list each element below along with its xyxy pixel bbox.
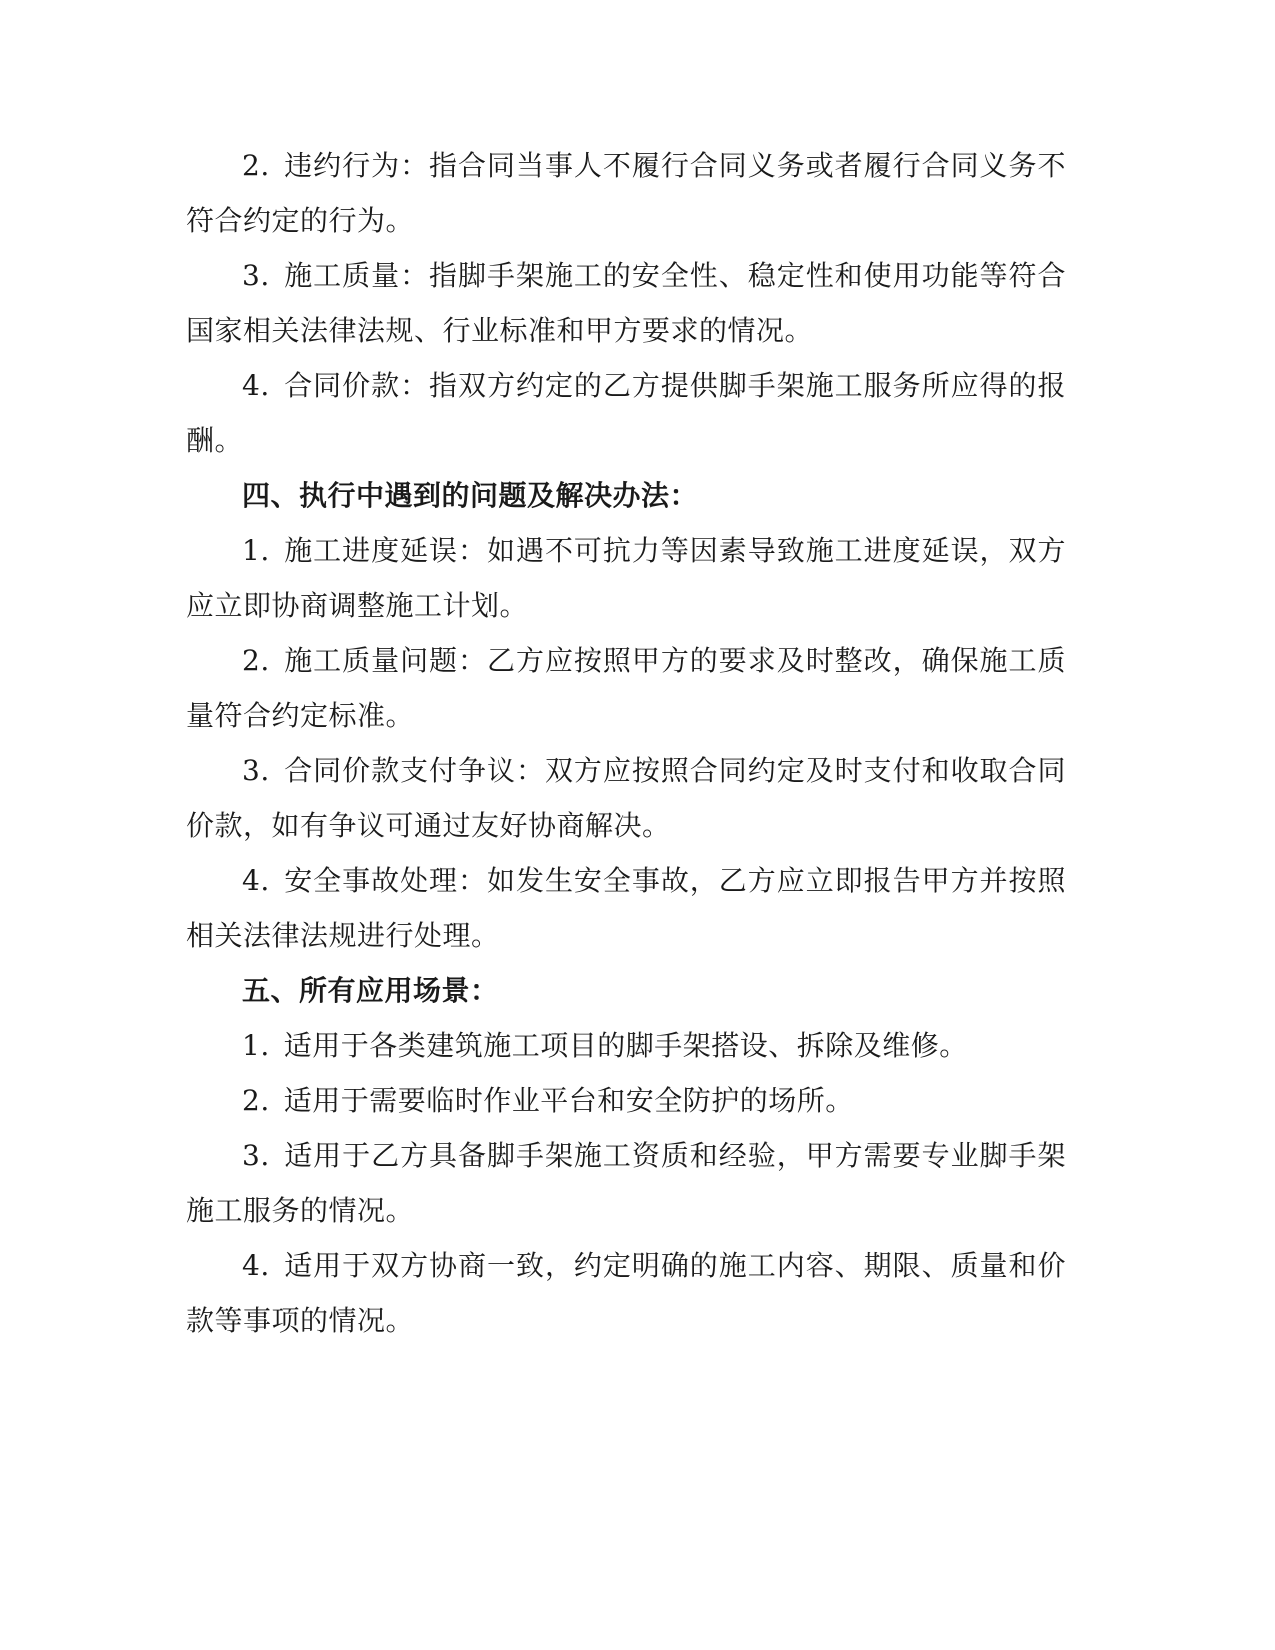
scenario-item-1	[186, 1018, 1066, 1073]
item-number: 1.	[242, 1029, 270, 1062]
definition-item-quality	[186, 248, 1066, 358]
scenario-item-3	[186, 1128, 1066, 1238]
item-text: 施工质量问题：乙方应按照甲方的要求及时整改，确保施工质量符合约定标准。	[186, 644, 1066, 732]
problem-item-safety	[186, 853, 1066, 963]
item-text: 安全事故处理：如发生安全事故，乙方应立即报告甲方并按照相关法律法规进行处理。	[186, 864, 1066, 952]
item-text: 合同价款支付争议：双方应按照合同约定及时支付和收取合同价款，如有争议可通过友好协商解决。	[186, 754, 1066, 842]
item-text: 适用于双方协商一致，约定明确的施工内容、期限、质量和价款等事项的情况。	[186, 1249, 1066, 1337]
item-number: 2.	[242, 1084, 270, 1117]
item-number: 2.	[242, 644, 270, 677]
item-text: 施工质量：指脚手架施工的安全性、稳定性和使用功能等符合国家相关法律法规、行业标准和甲方要求的情况。	[186, 259, 1066, 347]
item-text: 适用于乙方具备脚手架施工资质和经验，甲方需要专业脚手架施工服务的情况。	[186, 1139, 1066, 1227]
item-number: 4.	[242, 369, 270, 402]
item-number: 3.	[242, 1139, 270, 1172]
document-page	[186, 138, 1066, 1348]
definition-item-price	[186, 358, 1066, 468]
definition-item-breach	[186, 138, 1066, 248]
problem-item-quality	[186, 633, 1066, 743]
item-text: 适用于各类建筑施工项目的脚手架搭设、拆除及维修。	[283, 1029, 968, 1062]
section-heading-problems: 四、执行中遇到的问题及解决办法：	[242, 479, 699, 512]
scenario-item-4	[186, 1238, 1066, 1348]
item-text: 适用于需要临时作业平台和安全防护的场所。	[283, 1084, 854, 1117]
problem-item-delay	[186, 523, 1066, 633]
item-number: 3.	[242, 754, 270, 787]
item-text: 施工进度延误：如遇不可抗力等因素导致施工进度延误，双方应立即协商调整施工计划。	[186, 534, 1066, 622]
item-text: 合同价款：指双方约定的乙方提供脚手架施工服务所应得的报酬。	[186, 369, 1066, 457]
scenario-item-2	[186, 1073, 1066, 1128]
item-number: 2.	[242, 149, 270, 182]
problem-item-payment	[186, 743, 1066, 853]
section-heading-scenarios: 五、所有应用场景：	[242, 974, 499, 1007]
item-number: 1.	[242, 534, 270, 567]
item-number: 3.	[242, 259, 270, 292]
item-text: 违约行为：指合同当事人不履行合同义务或者履行合同义务不符合约定的行为。	[186, 149, 1066, 237]
item-number: 4.	[242, 864, 270, 897]
item-number: 4.	[242, 1249, 270, 1282]
